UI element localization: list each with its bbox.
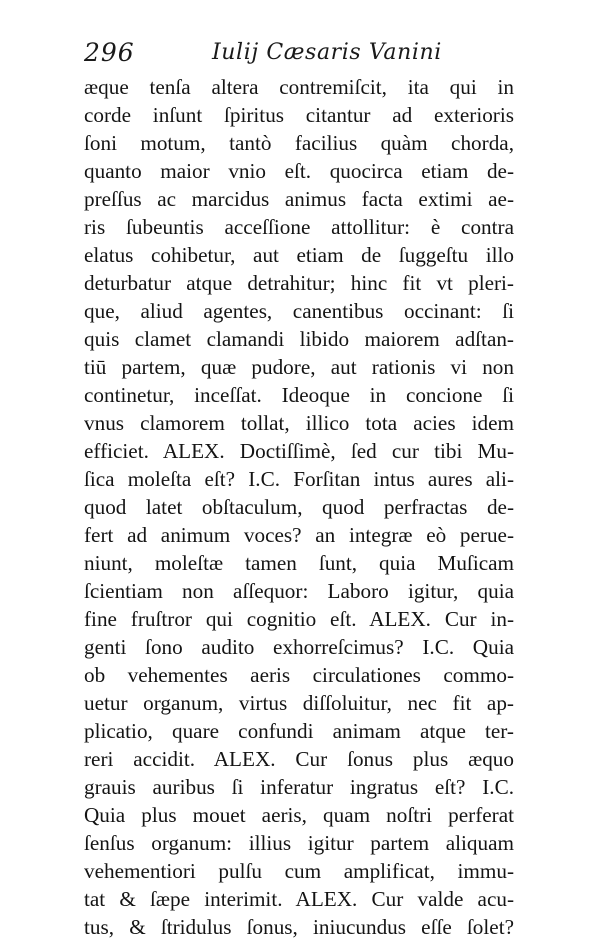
text-line: ſoni motum, tantò facilius quàm chorda,: [84, 131, 514, 155]
text-line: vehementiori pulſu cum amplificat, immu-: [84, 859, 514, 883]
text-line: fert ad animum voces? an integræ eò perue-: [84, 523, 514, 547]
text-line: continetur, inceſſat. Ideoque in concione ſi: [84, 383, 514, 407]
text-line: elatus cohibetur, aut etiam de ſuggeſtu illo: [84, 243, 514, 267]
text-line: niunt, moleſtæ tamen ſunt, quia Muſicam: [84, 551, 514, 575]
text-line: quanto maior vnio eſt. quocirca etiam de-: [84, 159, 514, 183]
page-header: [84, 38, 524, 72]
text-line: que, aliud agentes, canentibus occinant: ſi: [84, 299, 514, 323]
text-line: quod latet obſtaculum, quod perfractas de-: [84, 495, 514, 519]
text-block: [84, 73, 514, 941]
text-line: genti ſono audito exhorreſcimus? I.C. Quia: [84, 635, 514, 659]
text-line: ob vehementes aeris circulationes commo-: [84, 663, 514, 687]
text-line: uetur organum, virtus diſſoluitur, nec fit ap-: [84, 691, 514, 715]
text-line: ſica moleſta eſt? I.C. Forſitan intus aures ali-: [84, 467, 514, 491]
text-line: tus, & ſtridulus ſonus, iniucundus eſſe ſolet?: [84, 915, 514, 939]
text-line: grauis auribus ſi inferatur ingratus eſt? I.C.: [84, 775, 514, 799]
text-line: efficiet. ALEX. Doctiſſimè, ſed cur tibi Mu-: [84, 439, 514, 463]
text-line: corde inſunt ſpiritus citantur ad exterioris: [84, 103, 514, 127]
text-line: preſſus ac marcidus animus facta extimi ae-: [84, 187, 514, 211]
page-number: 296: [84, 38, 135, 67]
text-line: plicatio, quare confundi animam atque ter-: [84, 719, 514, 743]
text-line: Quia plus mouet aeris, quam noſtri perferat: [84, 803, 514, 827]
text-line: ris ſubeuntis acceſſione attollitur: è contra: [84, 215, 514, 239]
text-line: fine fruſtror qui cognitio eſt. ALEX. Cur in-: [84, 607, 514, 631]
running-head: Iulij Cæsaris Vanini: [212, 40, 442, 65]
text-line: ſcientiam non aſſequor: Laboro igitur, quia: [84, 579, 514, 603]
text-line: vnus clamorem tollat, illico tota acies idem: [84, 411, 514, 435]
text-line: tat & ſæpe interimit. ALEX. Cur valde acu-: [84, 887, 514, 911]
text-line: tiū partem, quæ pudore, aut rationis vi non: [84, 355, 514, 379]
text-line: æque tenſa altera contremiſcit, ita qui in: [84, 75, 514, 99]
text-line: deturbatur atque detrahitur; hinc fit vt pleri-: [84, 271, 514, 295]
text-line: reri accidit. ALEX. Cur ſonus plus æquo: [84, 747, 514, 771]
text-line: quis clamet clamandi libido maiorem adſtan-: [84, 327, 514, 351]
text-line: ſenſus organum: illius igitur partem aliquam: [84, 831, 514, 855]
